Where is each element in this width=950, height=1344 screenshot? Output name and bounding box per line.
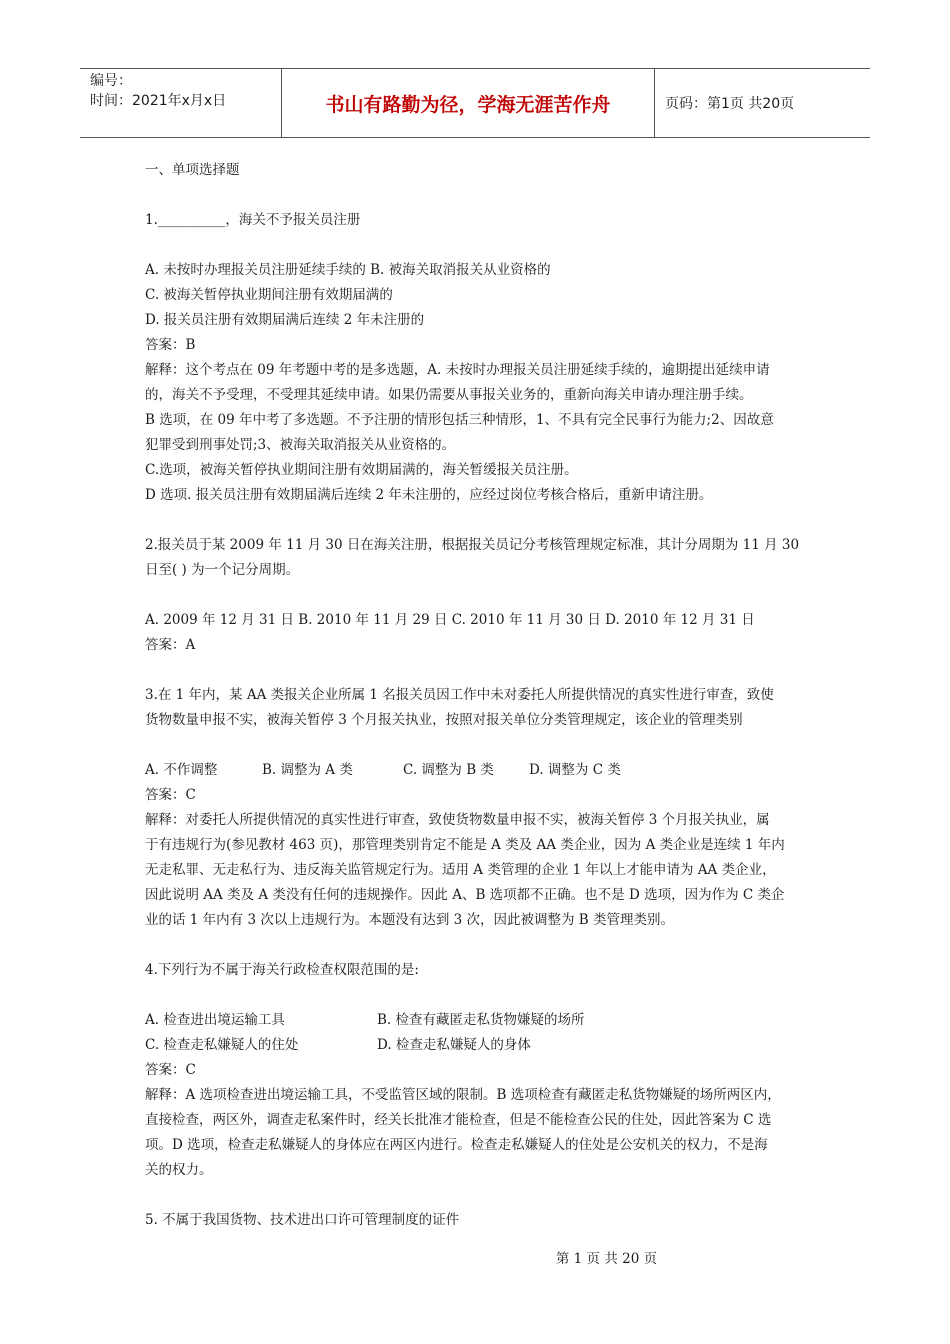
q4-option-a: A. 检查进出境运输工具 [145, 1012, 285, 1028]
q4-option-d: D. 检查走私嫌疑人的身体 [377, 1037, 531, 1053]
q3-explanation-4: 因此说明 AA 类及 A 类没有任何的违规操作。因此 A、B 选项都不正确。也不是 D 选项，因为作为 C 类企 [145, 887, 785, 903]
q4-option-c: C. 检查走私嫌疑人的住处 [145, 1037, 299, 1053]
q3-question-1: 3.在 1 年内，某 AA 类报关企业所属 1 名报关员因工作中未对委托人所提供情况的真实性进行审查，致使 [145, 687, 774, 703]
q3-explanation-5: 业的话 1 年内有 3 次以上违规行为。本题没有达到 3 次，因此被调整为 B 类管理类别。 [145, 912, 675, 928]
q3-explanation-1: 解释：对委托人所提供情况的真实性进行审查，致使货物数量申报不实，被海关暂停 3 个月报关执业，属 [145, 812, 770, 828]
q4-question: 4.下列行为不属于海关行政检查权限范围的是: [145, 962, 419, 978]
q2-options: A. 2009 年 12 月 31 日 B. 2010 年 11 月 29 日 C. 2010 年 11 月 30 日 D. 2010 年 12 月 31 日 [145, 612, 755, 628]
q1-question: 1.__________，海关不予报关员注册 [145, 212, 361, 228]
q2-question-2: 日至( ) 为一个记分周期。 [145, 562, 300, 578]
q4-explanation-1: 解释：A 选项检查进出境运输工具，不受监管区域的限制。B 选项检查有藏匿走私货物嫌疑的场所两区内， [145, 1087, 781, 1103]
q3-option-b: B. 调整为 A 类 [262, 762, 353, 778]
q3-option-d: D. 调整为 C 类 [529, 762, 621, 778]
q3-answer: 答案：C [145, 787, 196, 803]
number-label: 编号： [90, 73, 132, 89]
q1-explanation-2: 的，海关不予受理，不受理其延续申请。如果仍需要从事报关业务的，重新向海关申请办理注册手续。 [145, 387, 753, 403]
q3-question-2: 货物数量申报不实，被海关暂停 3 个月报关执业，按照对报关单位分类管理规定，该企业的管理类别 [145, 712, 743, 728]
q2-question-1: 2.报关员于某 2009 年 11 月 30 日在海关注册，根据报关员记分考核管理规定标准，其计分周期为 11 月 30 [145, 537, 800, 553]
q1-option-ab: A. 未按时办理报关员注册延续手续的 B. 被海关取消报关从业资格的 [145, 262, 551, 278]
q1-explanation-5: C.选项，被海关暂停执业期间注册有效期届满的，海关暂缓报关员注册。 [145, 462, 578, 478]
document-body [145, 158, 813, 1233]
date-label: 时间：2021年x月x日 [90, 93, 227, 109]
q4-option-b: B. 检查有藏匿走私货物嫌疑的场所 [377, 1012, 585, 1028]
footer-page-number: 第 1 页 共 20 页 [555, 1251, 658, 1267]
q1-option-d: D. 报关员注册有效期届满后连续 2 年未注册的 [145, 312, 425, 328]
q3-explanation-2: 于有违规行为(参见教材 463 页)，那管理类别肯定不能是 A 类及 AA 类企业，因为 A 类企业是连续 1 年内 [145, 837, 785, 853]
q3-option-c: C. 调整为 B 类 [403, 762, 494, 778]
section-title: 一、单项选择题 [145, 162, 240, 178]
q1-explanation-3: B 选项，在 09 年中考了多选题。不予注册的情形包括三种情形，1、不具有完全民事行为能力;2、因故意 [145, 412, 774, 428]
q4-explanation-4: 关的权力。 [145, 1162, 213, 1178]
q1-explanation-6: D 选项. 报关员注册有效期届满后连续 2 年未注册的，应经过岗位考核合格后，重新申请注册。 [145, 487, 713, 503]
q2-answer: 答案：A [145, 637, 196, 653]
header-meta [80, 69, 282, 137]
q1-explanation-1: 解释：这个考点在 09 年考题中考的是多选题，A. 未按时办理报关员注册延续手续的，逾期提出延续申请 [145, 362, 770, 378]
q4-options-ab [145, 1008, 813, 1033]
q1-option-c: C. 被海关暂停执业期间注册有效期届满的 [145, 287, 393, 303]
q3-options [145, 758, 813, 783]
q4-answer: 答案：C [145, 1062, 196, 1078]
document-header [80, 68, 870, 138]
page-footer [0, 1247, 950, 1267]
q4-options-cd [145, 1033, 813, 1058]
q5-question: 5. 不属于我国货物、技术进出口许可管理制度的证件 [145, 1212, 460, 1228]
q4-explanation-3: 项。D 选项，检查走私嫌疑人的身体应在两区内进行。检查走私嫌疑人的住处是公安机关的权力，不是海 [145, 1137, 768, 1153]
header-page-info: 页码：第1页 共20页 [665, 96, 795, 112]
q3-option-a: A. 不作调整 [145, 762, 218, 778]
header-motto: 书山有路勤为径，学海无涯苦作舟 [282, 69, 655, 137]
q1-explanation-4: 犯罪受到刑事处罚;3、被海关取消报关从业资格的。 [145, 437, 456, 453]
q3-explanation-3: 无走私罪、无走私行为、违反海关监管规定行为。适用 A 类管理的企业 1 年以上才能申请为 AA 类企业， [145, 862, 776, 878]
q1-answer: 答案：B [145, 337, 196, 353]
q4-explanation-2: 直接检查，两区外，调查走私案件时，经关长批准才能检查，但是不能检查公民的住处，因此答案为 C 选 [145, 1112, 772, 1128]
